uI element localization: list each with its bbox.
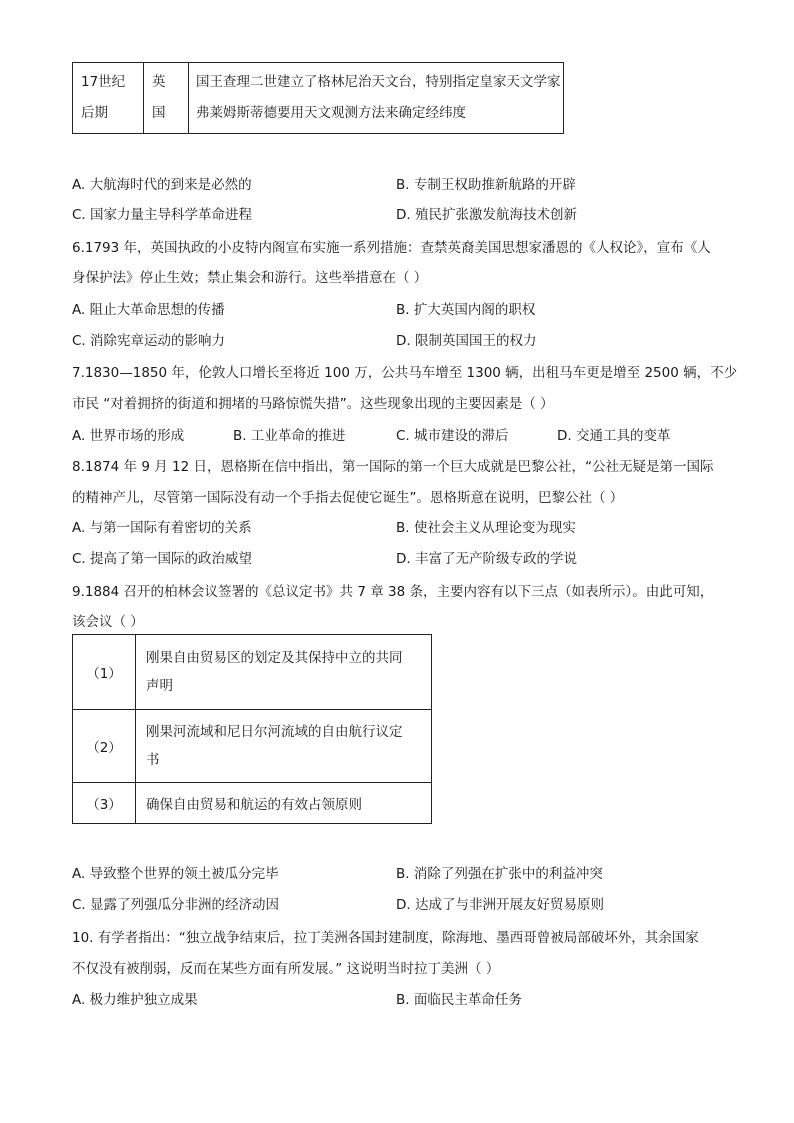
row-text-line-2: 声明 [146, 678, 173, 694]
event-cell [189, 63, 564, 134]
q8-option-d: D. 丰富了无产阶级专政的学说 [396, 551, 577, 567]
q9-stem-line-2: 该会议（ ） [72, 614, 144, 630]
q8-option-c: C. 提高了第一国际的政治威望 [72, 551, 253, 567]
q5-option-a: A. 大航海时代的到来是必然的 [72, 177, 252, 193]
q5-option-d: D. 殖民扩张激发航海技术创新 [396, 207, 577, 223]
q6-option-a: A. 阻止大革命思想的传播 [72, 302, 225, 318]
row-text-line-1: 刚果自由贸易区的划定及其保持中立的共同 [146, 650, 403, 666]
period-cell [73, 63, 144, 134]
row-number-cell [73, 783, 136, 824]
row-content-cell [136, 635, 432, 710]
q7-stem-line-1: 7.1830—1850 年，伦敦人口增长至将近 100 万，公共马车增至 1300 辆，出租马车更是增至 2500 辆，不少 [72, 365, 738, 381]
row-content-cell [136, 710, 432, 783]
q6-option-d: D. 限制英国国王的权力 [396, 333, 537, 349]
event-line-2: 弗莱姆斯蒂德要用天文观测方法来确定经纬度 [196, 105, 466, 121]
q9-option-a: A. 导致整个世界的领土被瓜分完毕 [72, 866, 279, 882]
row-text-line-1: 确保自由贸易和航运的有效占领原则 [146, 797, 362, 813]
q8-option-a: A. 与第一国际有着密切的关系 [72, 520, 252, 536]
q8-option-b: B. 使社会主义从理论变为现实 [396, 520, 576, 536]
q9-option-d: D. 达成了与非洲开展友好贸易原则 [396, 897, 604, 913]
table-row [73, 710, 432, 783]
q5-option-c: C. 国家力量主导科学革命进程 [72, 207, 253, 223]
q7-stem-line-2: 市民 “对着拥挤的街道和拥堵的马路惊慌失措”。这些现象出现的主要因素是（ ） [72, 396, 554, 412]
q9-option-c: C. 显露了列强瓜分非洲的经济动因 [72, 897, 280, 913]
q7-option-d: D. 交通工具的变革 [557, 428, 671, 444]
top-history-table [72, 62, 564, 134]
table-row [73, 635, 432, 710]
q9-stem-line-1: 9.1884 召开的柏林会议签署的《总议定书》共 7 章 38 条，主要内容有以下三点（如表所示）。由此可知， [72, 584, 714, 600]
period-line-2: 后期 [81, 105, 108, 121]
row-text-line-1: 刚果河流域和尼日尔河流域的自由航行议定 [146, 724, 403, 740]
q8-stem-line-2: 的精神产儿，尽管第一国际没有动一个手指去促使它诞生”。恩格斯意在说明，巴黎公社（ ） [72, 490, 624, 506]
q10-stem-line-2: 不仅没有被削弱，反而在某些方面有所发展。” 这说明当时拉丁美洲（ ） [72, 961, 500, 977]
q6-option-c: C. 消除宪章运动的影响力 [72, 333, 226, 349]
row-number: （1） [86, 666, 122, 682]
q8-stem-line-1: 8.1874 年 9 月 12 日，恩格斯在信中指出，第一国际的第一个巨大成就是巴黎公社，“公社无疑是第一国际 [72, 459, 714, 475]
q7-option-a: A. 世界市场的形成 [72, 428, 185, 444]
row-number-cell [73, 710, 136, 783]
country-cell [144, 63, 189, 134]
q10-option-a: A. 极力维护独立成果 [72, 992, 198, 1008]
row-number: （2） [86, 740, 122, 756]
country-line-2: 国 [152, 105, 166, 121]
q7-option-b: B. 工业革命的推进 [233, 428, 346, 444]
row-content-cell [136, 783, 432, 824]
period-line-1: 17世纪 [81, 74, 126, 90]
event-line-1: 国王查理二世建立了格林尼治天文台，特别指定皇家天文学家 [196, 74, 561, 90]
q10-option-b: B. 面临民主革命任务 [396, 992, 522, 1008]
table-row [73, 783, 432, 824]
q9-option-b: B. 消除了列强在扩张中的利益冲突 [396, 866, 603, 882]
row-text-line-2: 书 [146, 752, 160, 768]
row-number: （3） [86, 797, 122, 813]
q7-option-c: C. 城市建设的滞后 [396, 428, 509, 444]
q6-stem-line-2: 身保护法》停止生效；禁止集会和游行。这些举措意在（ ） [72, 270, 428, 286]
berlin-conference-table [72, 634, 432, 824]
q6-stem-line-1: 6.1793 年，英国执政的小皮特内阁宣布实施一系列措施：查禁英裔美国思想家潘恩的《人权论》，宣布《人 [72, 240, 711, 256]
q6-option-b: B. 扩大英国内阁的职权 [396, 302, 536, 318]
q5-option-b: B. 专制王权助推新航路的开辟 [396, 177, 576, 193]
q10-stem-line-1: 10. 有学者指出：“独立战争结束后，拉丁美洲各国封建制度，除海地、墨西哥曾被局部破坏外，其余国家 [72, 930, 699, 946]
row-number-cell [73, 635, 136, 710]
country-line-1: 英 [152, 74, 166, 90]
